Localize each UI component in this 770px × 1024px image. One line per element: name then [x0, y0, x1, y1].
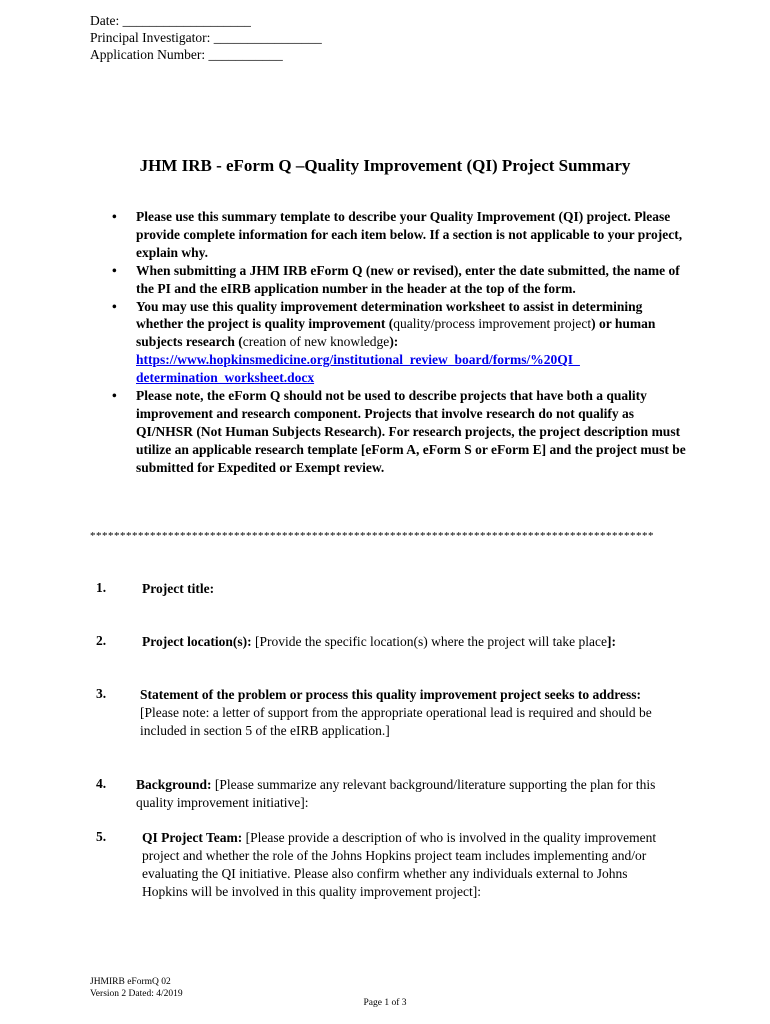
problem-statement-item	[140, 686, 660, 740]
item-label: Project title:	[142, 581, 215, 596]
instruction-item	[112, 298, 692, 388]
item-number: 3.	[96, 686, 107, 701]
project-title-item	[142, 580, 682, 598]
item-text-end: ]:	[606, 634, 616, 649]
separator-line: **********************************************************************************************	[90, 530, 654, 542]
instruction-text: Please use this summary template to describe your Quality Improvement (QI) project. Please provide complete information for each item below. If a section is not applicable to your project, explain why.	[136, 209, 683, 260]
instruction-text: Please note, the eForm Q should not be used to describe projects that have both a quality improvement and research component. Projects that involve research do not qualify as QI/NHSR (Not Human Subjects Research). For research projects, the project description must utilize an applicable research template [eForm A, eForm S or eForm E] and the project must be submitted for Expedited or Exempt review.	[136, 388, 686, 475]
instructions-list	[112, 208, 692, 477]
background-item	[136, 776, 684, 812]
item-label: Project location(s):	[142, 634, 252, 649]
item-text: [Please note: a letter of support from the appropriate operational lead is required and should be included in section 5 of the eIRB application.]	[140, 705, 652, 738]
footer	[90, 976, 183, 1000]
item-text: [Please summarize any relevant background/literature supporting the plan for this quality improvement initiative]:	[136, 777, 656, 810]
bullet-icon: •	[112, 262, 117, 278]
page-title: JHM IRB - eForm Q –Quality Improvement (QI) Project Summary	[139, 156, 631, 175]
bullet-icon: •	[112, 298, 117, 314]
bullet-icon: •	[112, 388, 117, 404]
instruction-text: When submitting a JHM IRB eForm Q (new or revised), enter the date submitted, the name of the PI and the eIRB application number in the header at the top of the form.	[136, 262, 680, 296]
instruction-text: quality/process improvement project	[393, 316, 592, 332]
instruction-text: You may use this quality improvement determination worksheet to assist in determining whether the project is quality improvement (	[136, 298, 643, 332]
bullet-icon: •	[112, 209, 117, 224]
instruction-text: ) or human subjects research (	[136, 316, 656, 350]
item-number: 4.	[96, 776, 107, 791]
item-text: [Please provide a description of who is involved in the quality improvement project and whether the role of the Johns Hopkins project team includes implementing and/or evaluating the QI initiative. Please also confirm whether any individuals external to Johns Hopkins will be involved in this quality improvement project]:	[142, 830, 657, 899]
item-number: 2.	[96, 633, 107, 648]
page-number: Page 1 of 3	[363, 998, 407, 1008]
application-number-field: Application Number: ___________	[90, 47, 283, 62]
instruction-item	[112, 208, 692, 262]
item-label: Background:	[136, 777, 212, 792]
item-number: 5.	[96, 829, 107, 844]
version-date: Version 2 Dated: 4/2019	[90, 989, 183, 999]
item-label: QI Project Team:	[142, 830, 243, 845]
item-label: Statement of the problem or process this quality improvement project seeks to address:	[140, 687, 641, 702]
instruction-text: ):	[389, 334, 399, 350]
item-number: 1.	[96, 580, 107, 595]
instruction-item	[112, 262, 692, 298]
qi-project-team-item	[142, 829, 667, 901]
form-id: JHMIRB eFormQ 02	[90, 977, 171, 987]
instruction-item	[112, 387, 692, 477]
item-text: [Provide the specific location(s) where the project will take place	[251, 634, 607, 649]
qi-worksheet-link[interactable]: https://www.hopkinsmedicine.org/institutional_review_board/forms/%20QI_determination_worksheet.docx	[136, 352, 580, 386]
instruction-text: creation of new knowledge	[242, 334, 390, 350]
project-location-item	[142, 633, 702, 651]
principal-investigator-field: Principal Investigator: ________________	[90, 30, 322, 45]
date-field: Date: ___________________	[90, 13, 251, 28]
